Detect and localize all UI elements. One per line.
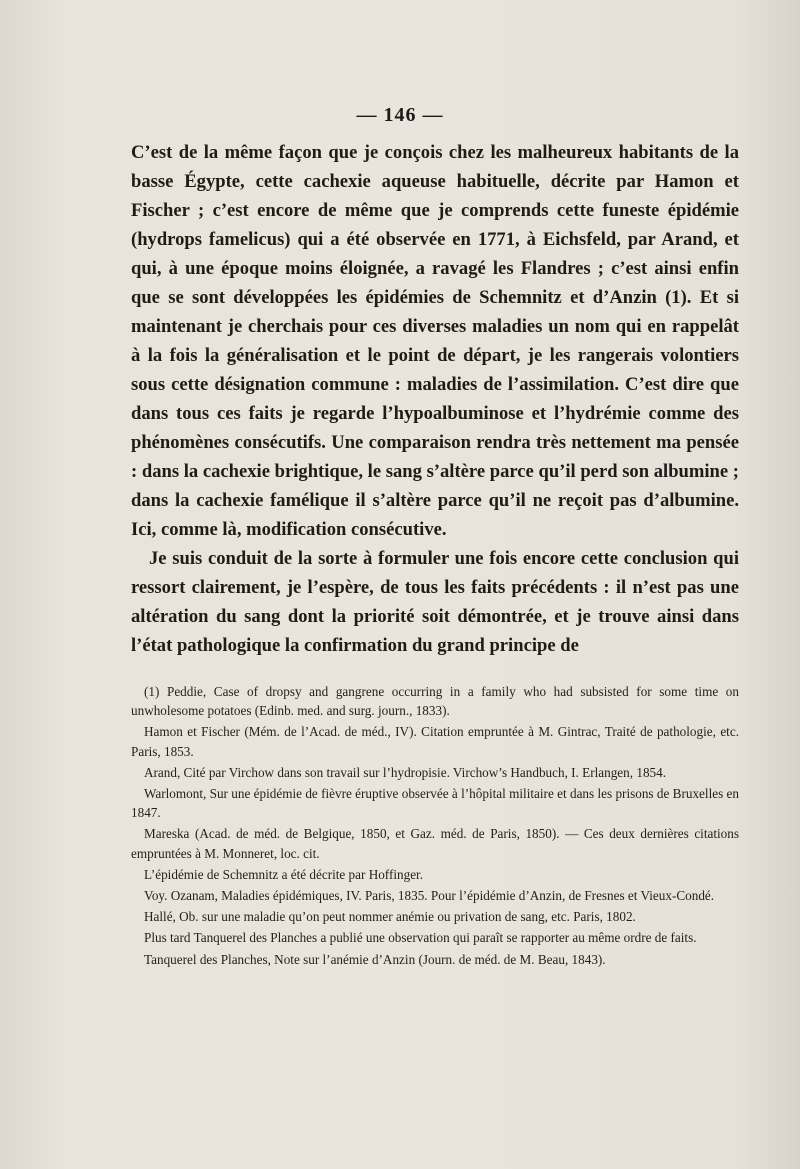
footnote: Mareska (Acad. de méd. de Belgique, 1850, et Gaz. méd. de Paris, 1850). — Ces deux dernières citations empruntées à M. Monneret, loc. cit. xyxy=(131,826,739,861)
footnote: Tanquerel des Planches, Note sur l’anémie d’Anzin (Journ. de méd. de M. Beau, 1843). xyxy=(144,951,606,967)
page-number: — 146 — xyxy=(356,104,444,126)
footnote: Hallé, Ob. sur une maladie qu’on peut nommer anémie ou privation de sang, etc. Paris, 1802. xyxy=(144,909,636,925)
paragraph: Je suis conduit de la sorte à formuler une fois encore cette conclusion qui ressort clairement, je l’espère, de tous les faits précédents : il n’est pas une altération du sang dont la priorité soit démontrée, et je trouve ainsi dans l’état pathologique la confirmation du grand principe de xyxy=(131,548,739,656)
paragraph: C’est de la même façon que je conçois chez les malheureux habitants de la basse Égypte, cette cachexie aqueuse habituelle, décrite par Hamon et Fischer ; c’est encore de même que je comprends cette funeste épidémie (hydrops famelicus) qui a été observée en 1771, à Eichsfeld, par Arand, et qui, à une époque moins éloignée, a ravagé les Flandres ; c’est ainsi enfin que se sont développées les épidémies de Schemnitz et d’Anzin (1). Et si maintenant je cherchais pour ces diverses maladies un nom qui en rappelât à la fois la généralisation et le point de départ, je les rangerais volontiers sous cette désignation commune : maladies de l’assimilation. C’est dire que dans tous ces faits je regarde l’hypoalbuminose et l’hydrémie comme des phénomènes consécutifs. Une comparaison rendra très nettement ma pensée : dans la cachexie brightique, le sang s’altère parce qu’il perd son albumine ; dans la cachexie famélique il s’altère parce qu’il ne reçoit pas d’albumine. Ici, comme là, modification consécutive. xyxy=(131,142,739,540)
footnote: Arand, Cité par Virchow dans son travail sur l’hydropisie. Virchow’s Handbuch, I. Erlangen, 1854. xyxy=(144,764,667,780)
footnote: (1) Peddie, Case of dropsy and gangrene occurring in a family who had subsisted for some time on unwholesome potatoes (Edinb. med. and surg. journ., 1833). xyxy=(131,684,739,719)
footnote: Voy. Ozanam, Maladies épidémiques, IV. Paris, 1835. Pour l’épidémie d’Anzin, de Fresnes et Vieux-Condé. xyxy=(144,888,715,904)
footnotes xyxy=(131,682,739,971)
footnote: Hamon et Fischer (Mém. de l’Acad. de méd., IV). Citation empruntée à M. Gintrac, Traité de pathologie, etc. Paris, 1853. xyxy=(131,724,739,759)
footnote: Plus tard Tanquerel des Planches a publié une observation qui paraît se rapporter au même ordre de faits. xyxy=(144,930,697,946)
main-text xyxy=(131,138,739,660)
footnote: L’épidémie de Schemnitz a été décrite par Hoffinger. xyxy=(144,866,424,882)
footnote: Warlomont, Sur une épidémie de fièvre éruptive observée à l’hôpital militaire et dans les prisons de Bruxelles en 1847. xyxy=(131,786,739,821)
